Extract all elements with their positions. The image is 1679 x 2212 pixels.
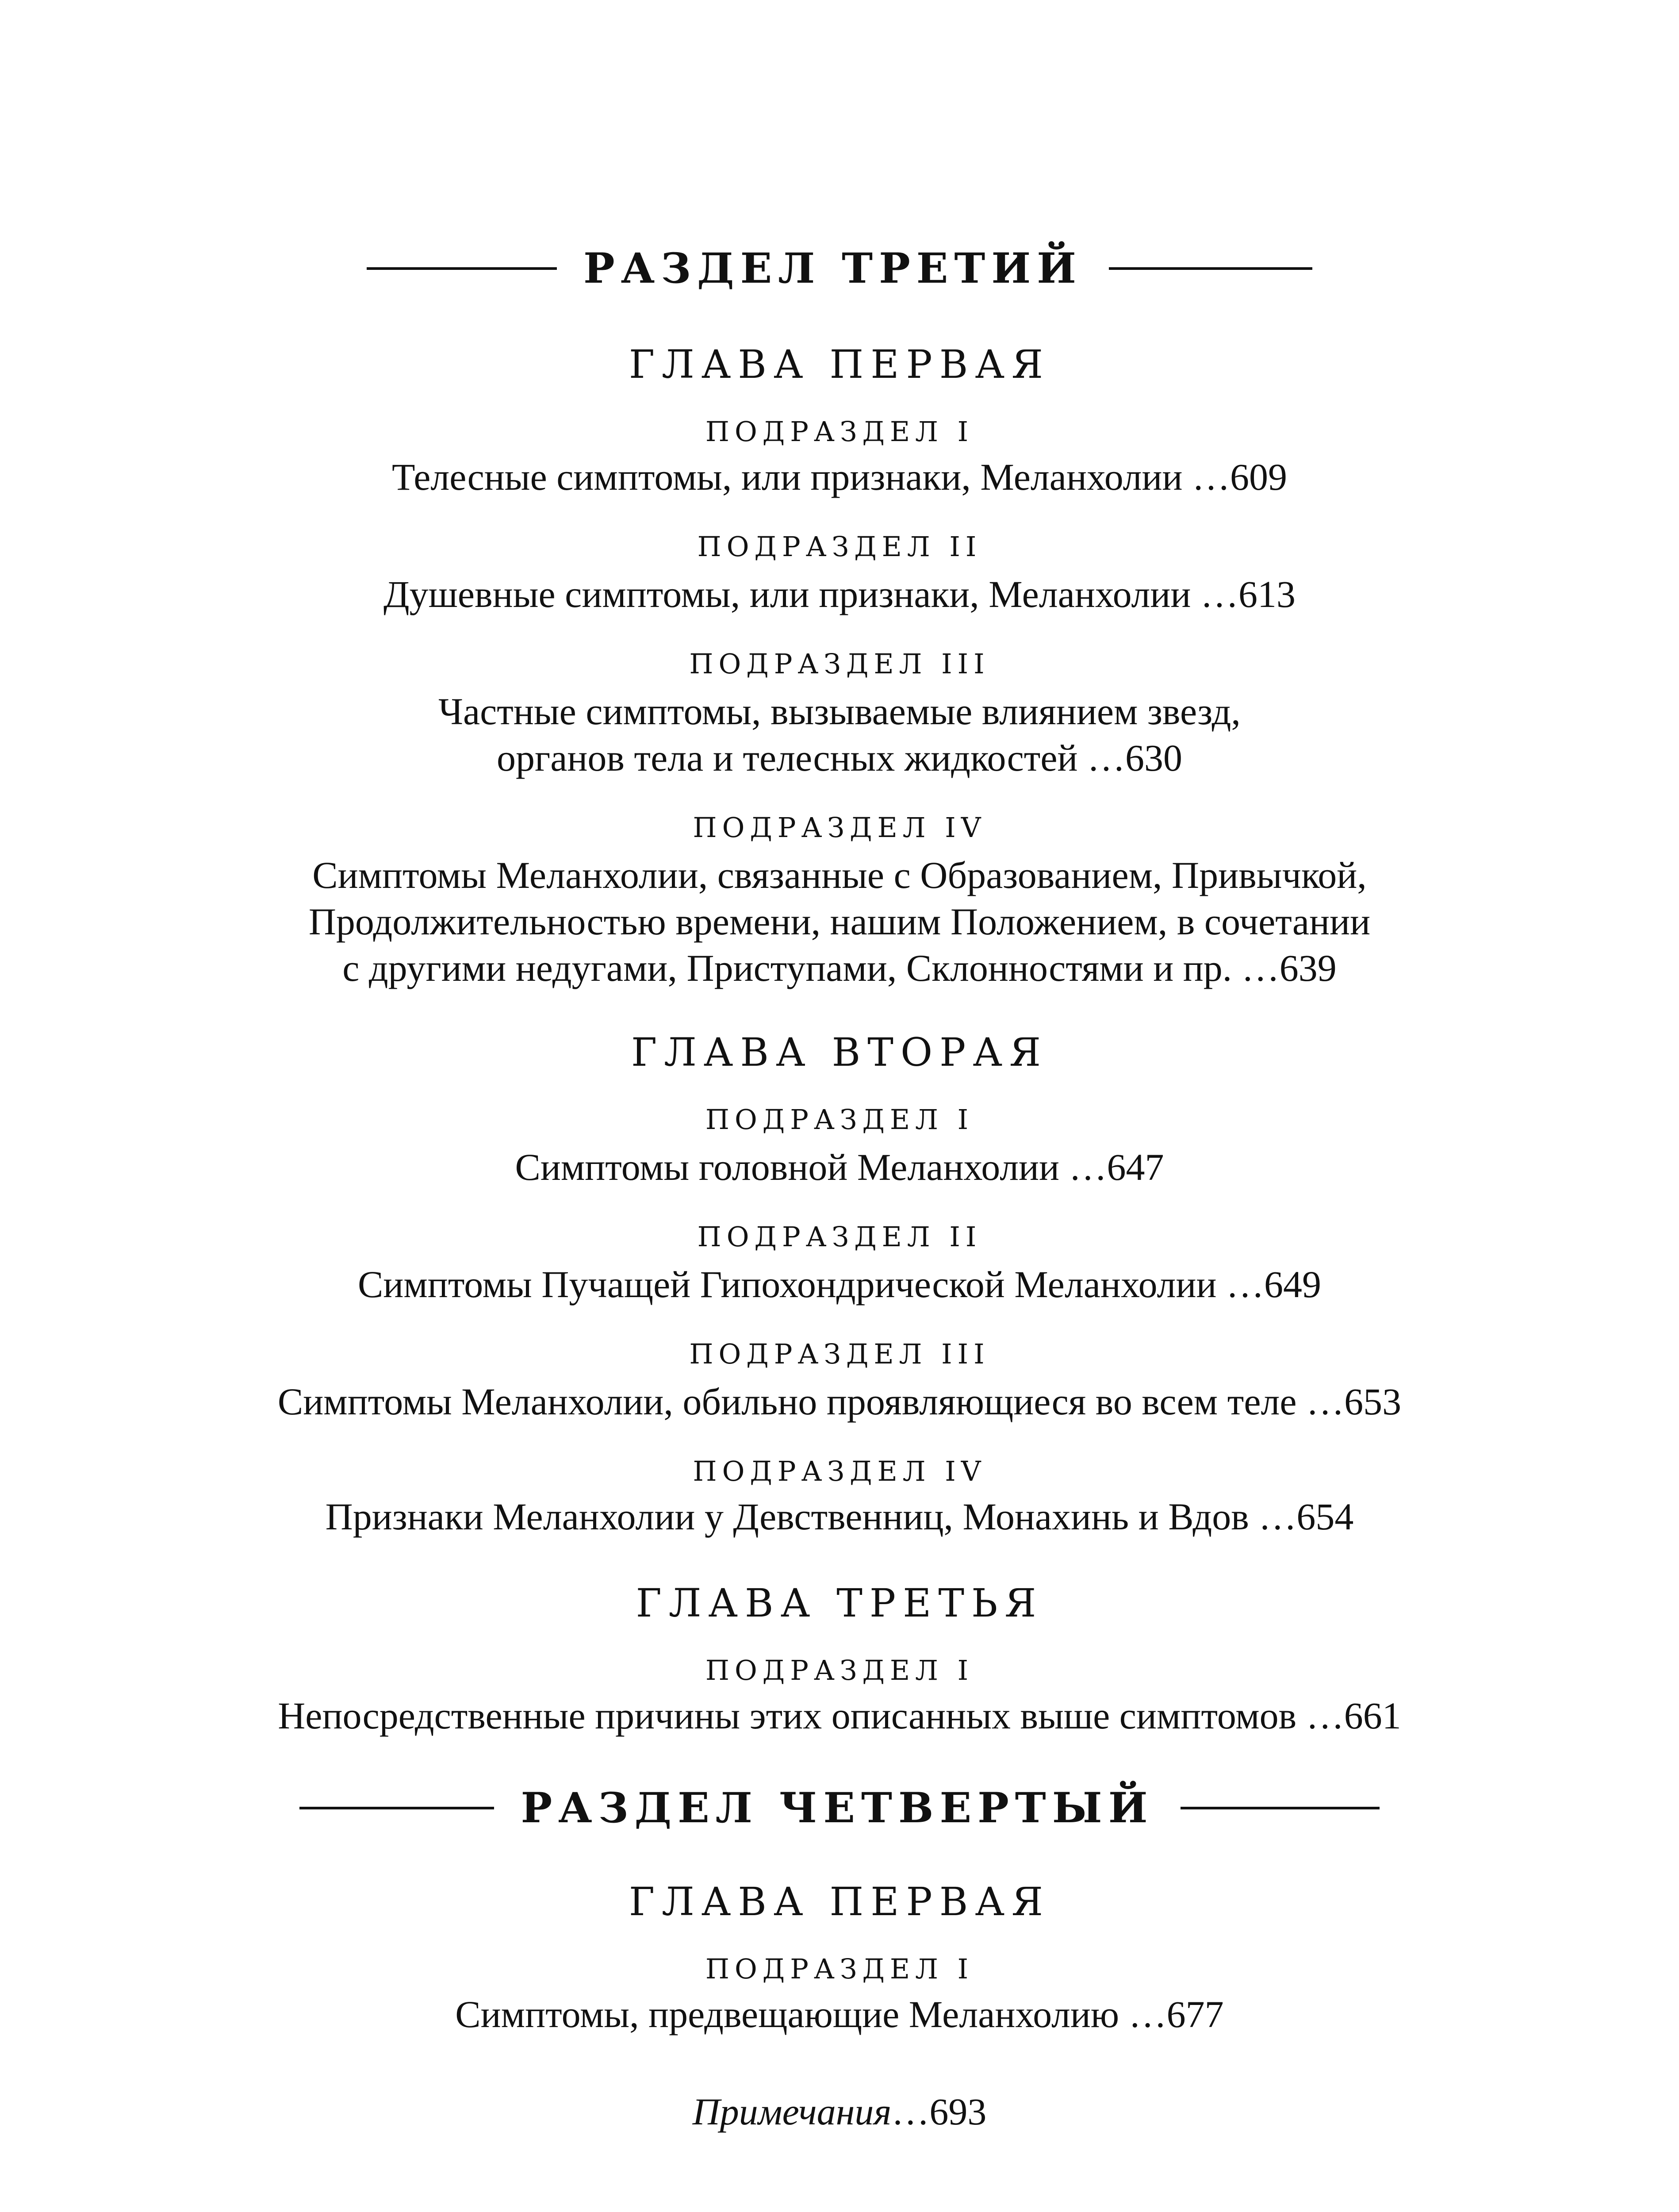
toc-entry[interactable]: Душевные симптомы, или признаки, Меланхолии …613 [383, 573, 1296, 615]
chapter-title: ГЛАВА ВТОРАЯ [631, 1029, 1048, 1075]
chapter-title: ГЛАВА ТРЕТЬЯ [636, 1580, 1043, 1626]
part-heading [0, 244, 1679, 293]
toc-entry[interactable]: Продолжительностью времени, нашим Положением, в сочетании [308, 900, 1371, 943]
toc-entry[interactable]: Телесные симптомы, или признаки, Меланхолии …609 [391, 456, 1288, 498]
subsection-label: ПОДРАЗДЕЛ III [689, 648, 990, 680]
right-rule [1109, 267, 1312, 270]
left-rule [299, 1807, 494, 1809]
left-rule [367, 267, 557, 270]
right-rule [1181, 1807, 1380, 1809]
toc-entry[interactable]: Симптомы Меланхолии, связанные с Образованием, Привычкой, [312, 854, 1367, 896]
toc-entry[interactable]: Симптомы, предвещающие Меланхолию …677 [455, 1993, 1224, 2035]
part-title: РАЗДЕЛ ЧЕТВЕРТЫЙ [521, 1784, 1154, 1832]
subsection-label: ПОДРАЗДЕЛ II [697, 1221, 982, 1253]
toc-entry[interactable]: Симптомы Меланхолии, обильно проявляющиеся во всем теле …653 [277, 1380, 1402, 1423]
subsection-label: ПОДРАЗДЕЛ I [705, 1103, 974, 1136]
toc-entry[interactable]: Симптомы Пучащей Гипохондрической Меланхолии …649 [357, 1263, 1321, 1306]
toc-entry[interactable]: Непосредственные причины этих описанных выше симптомов …661 [278, 1694, 1401, 1737]
subsection-label: ПОДРАЗДЕЛ IV [693, 811, 986, 844]
chapter-title: ГЛАВА ПЕРВАЯ [629, 1879, 1050, 1924]
subsection-label: ПОДРАЗДЕЛ IV [693, 1455, 986, 1487]
subsection-label: ПОДРАЗДЕЛ III [689, 1338, 990, 1370]
toc-entry[interactable]: Признаки Меланхолии у Девственниц, Монахинь и Вдов …654 [325, 1495, 1354, 1538]
part-heading [0, 1784, 1679, 1832]
toc-entry[interactable]: органов тела и телесных жидкостей …630 [496, 737, 1183, 779]
subsection-label: ПОДРАЗДЕЛ I [705, 415, 974, 448]
toc-entry[interactable]: Частные симптомы, вызываемые влиянием звезд, [438, 690, 1241, 733]
toc-entry[interactable]: Симптомы головной Меланхолии …647 [515, 1146, 1164, 1188]
part-title: РАЗДЕЛ ТРЕТИЙ [583, 244, 1082, 293]
notes-page: …693 [891, 2090, 987, 2133]
toc-entry[interactable]: с другими недугами, Приступами, Склонностями и пр. …639 [342, 947, 1337, 989]
notes-label: Примечания [692, 2090, 892, 2133]
subsection-label: ПОДРАЗДЕЛ I [705, 1953, 974, 1985]
notes-entry[interactable] [0, 2090, 1679, 2133]
subsection-label: ПОДРАЗДЕЛ II [697, 530, 982, 563]
subsection-label: ПОДРАЗДЕЛ I [705, 1654, 974, 1686]
chapter-title: ГЛАВА ПЕРВАЯ [629, 342, 1050, 387]
